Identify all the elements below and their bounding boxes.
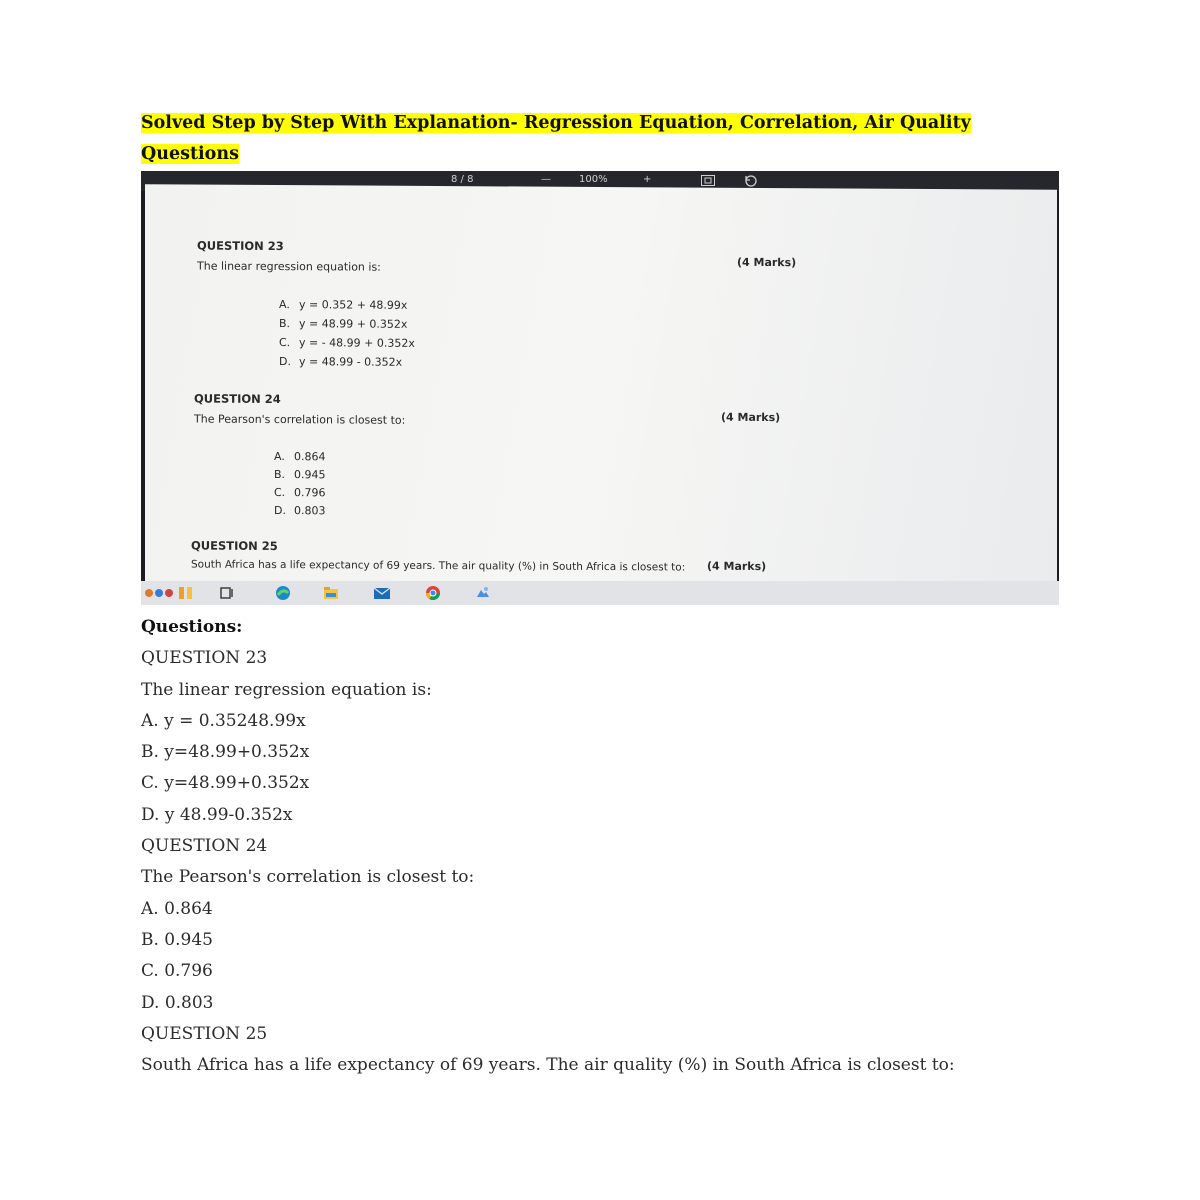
zoom-in-button[interactable]: + xyxy=(643,174,652,185)
q24-option-c-text: C. 0.796 xyxy=(141,961,213,982)
q23-option-a-text: A. y = 0.35248.99x xyxy=(141,710,306,731)
q24-heading: QUESTION 24 xyxy=(194,391,281,407)
zoom-level: 100% xyxy=(579,174,608,185)
q25-text: South Africa has a life expectancy of 69 years. The air quality (%) in South Africa is closest to: xyxy=(141,1055,955,1076)
q23-option-a: A. y = 0.352 + 48.99x xyxy=(279,298,408,312)
q23-option-d-text: D. y 48.99-0.352x xyxy=(141,804,293,825)
title-line-2: Questions xyxy=(141,144,239,164)
pdf-page xyxy=(145,184,1057,600)
q23-option-c-text: C. y=48.99+0.352x xyxy=(141,773,310,794)
mail-icon[interactable] xyxy=(373,585,389,601)
taskbar xyxy=(141,581,1059,605)
q23-heading: QUESTION 23 xyxy=(197,238,284,254)
chrome-icon[interactable] xyxy=(425,585,441,601)
q23-option-b: B. y = 48.99 + 0.352x xyxy=(279,317,408,331)
photos-icon[interactable] xyxy=(475,585,491,601)
q23-option-b-text: B. y=48.99+0.352x xyxy=(141,742,310,763)
q24-option-d-text: D. 0.803 xyxy=(141,992,214,1013)
q24-text: The Pearson's correlation is closest to: xyxy=(194,412,406,427)
q24-option-d: D. 0.803 xyxy=(274,504,326,518)
q23-marks: (4 Marks) xyxy=(737,255,797,270)
page-indicator: 8 / 8 xyxy=(451,174,474,185)
document-title xyxy=(141,108,1041,170)
question-photo xyxy=(141,171,1059,605)
edge-icon[interactable] xyxy=(275,585,291,601)
q25-heading-text: QUESTION 25 xyxy=(141,1023,268,1044)
q23-heading-text: QUESTION 23 xyxy=(141,648,268,669)
weather-icon[interactable] xyxy=(143,585,203,601)
q25-text: South Africa has a life expectancy of 69 years. The air quality (%) in South Africa is closest to: xyxy=(191,558,686,574)
q25-marks: (4 Marks) xyxy=(707,559,767,574)
q25-heading: QUESTION 25 xyxy=(191,538,278,554)
q24-option-a: A. 0.864 xyxy=(274,450,326,464)
q24-option-b-text: B. 0.945 xyxy=(141,929,213,950)
q24-heading-text: QUESTION 24 xyxy=(141,836,268,857)
zoom-out-button[interactable]: — xyxy=(541,174,551,185)
q23-text: The linear regression equation is: xyxy=(197,259,381,274)
q24-option-c: C. 0.796 xyxy=(274,486,326,500)
questions-label: Questions: xyxy=(141,617,243,637)
q23-option-c: C. y = - 48.99 + 0.352x xyxy=(279,336,415,350)
transcribed-questions xyxy=(141,612,1101,1081)
q24-text: The Pearson's correlation is closest to: xyxy=(141,867,475,888)
q24-marks: (4 Marks) xyxy=(721,410,781,425)
q24-option-b: B. 0.945 xyxy=(274,468,326,482)
title-line-1: Solved Step by Step With Explanation- Regression Equation, Correlation, Air Quality xyxy=(141,113,971,133)
task-view-icon[interactable] xyxy=(219,585,235,601)
q23-option-d: D. y = 48.99 - 0.352x xyxy=(279,355,403,369)
q24-option-a-text: A. 0.864 xyxy=(141,898,213,919)
file-explorer-icon[interactable] xyxy=(323,585,339,601)
q23-text: The linear regression equation is: xyxy=(141,679,432,700)
